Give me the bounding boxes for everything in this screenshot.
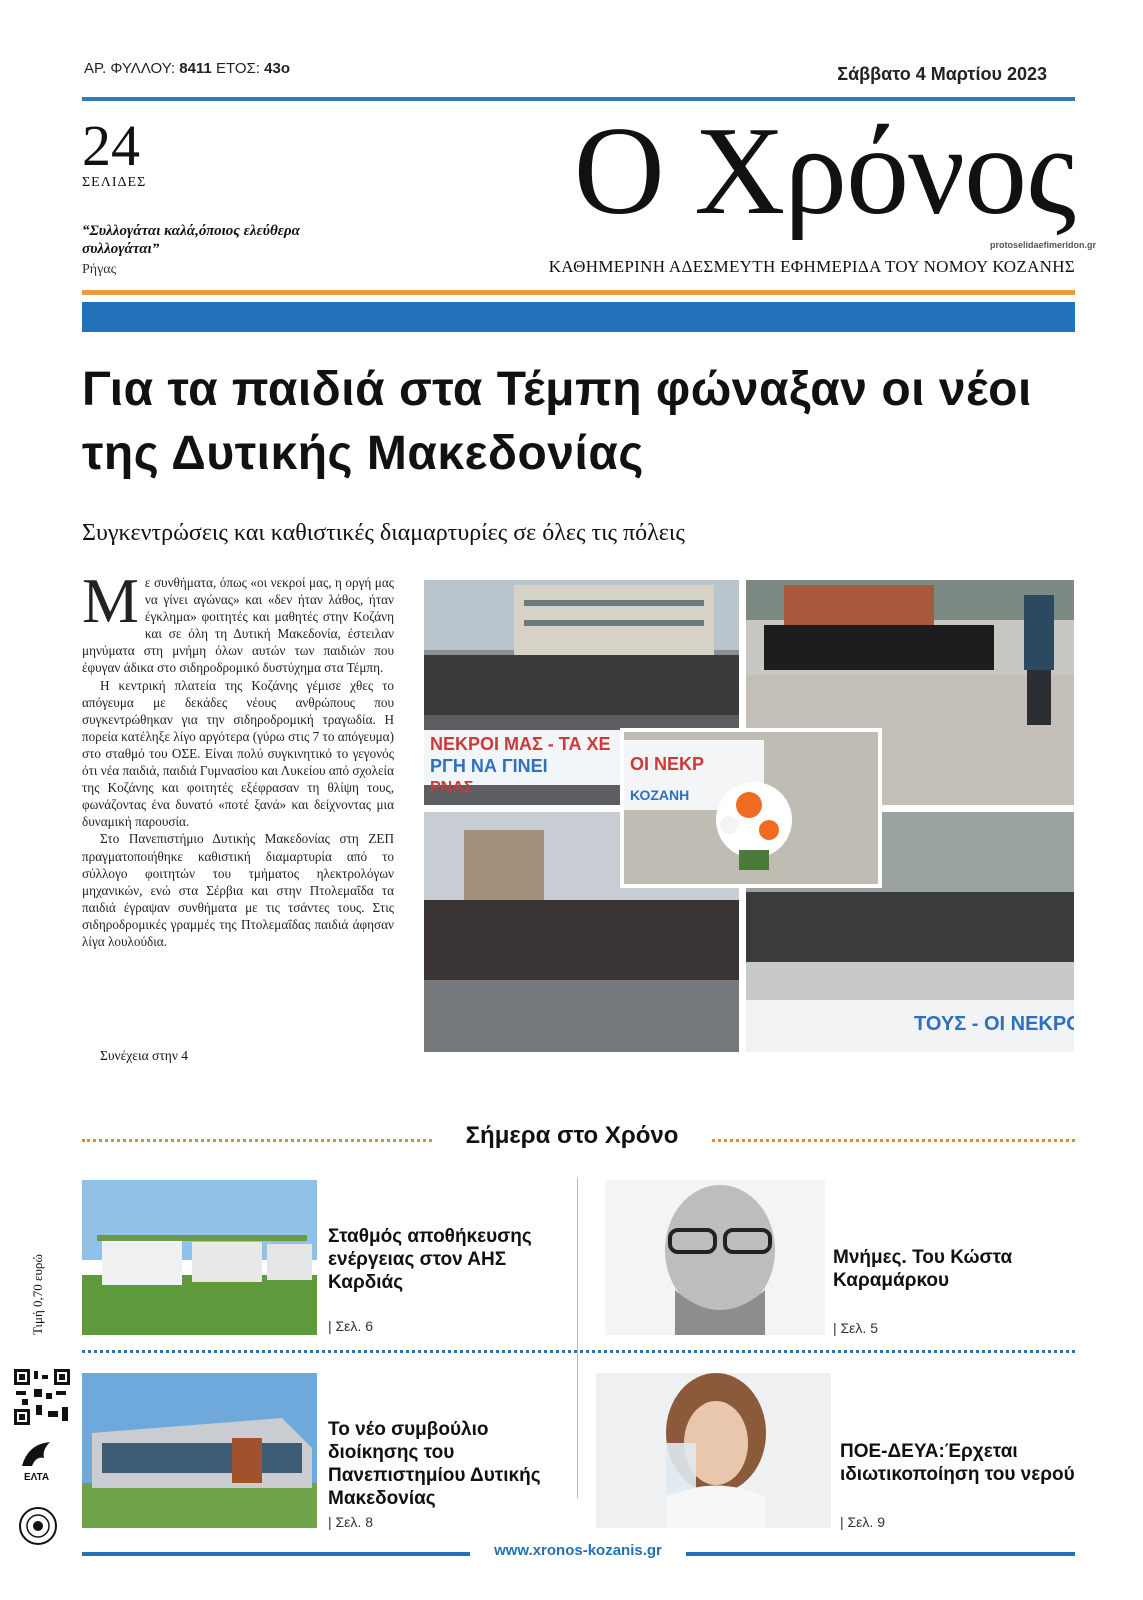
teaser-2-page: | Σελ. 5: [833, 1320, 878, 1336]
issue-date: Σάββατο 4 Μαρτίου 2023: [837, 64, 1047, 84]
teaser-2-image[interactable]: [605, 1180, 825, 1335]
masthead-quote: “Συλλογάται καλά,όποιος ελεύθερα συλλογάται”: [82, 223, 300, 257]
elta-bird-icon: [14, 1436, 62, 1484]
woman-drinking-water-image: [596, 1373, 831, 1528]
article-paragraph-2: Η κεντρική πλατεία της Κοζάνης γέμισε χθες το απόγευμα με δεκάδες νέους ανθρώπους που συγκεντρώθηκαν για την σιδηροδρομική τραγωδία. Η πορεία κατέληξε λίγο αργότερα (γύρω στις 7 το απόγευμα) στο σταθμό του ΟΣΕ. Είναι πολύ συγκινητικό το γεγονός ότι νέα παιδιά, παιδιά Γυμνασίου και Λυκείου από σχολεία της Κοζάνης και φοιτητές εξέφρασαν τη θλίψη τους, φωνάζοντας ένα δυνατό «ποτέ ξανά» και δείχνοντας μια δυναμική παρουσία.: [82, 677, 394, 830]
teaser-1-page: | Σελ. 6: [328, 1318, 373, 1334]
qr-code[interactable]: [12, 1367, 72, 1427]
lead-subhead: Συγκεντρώσεις και καθιστικές διαμαρτυρίες σε όλες τις πόλεις: [82, 520, 685, 546]
teaser-1-image[interactable]: [82, 1180, 317, 1335]
issue-label: ΑΡ. ΦΥΛΛΟΥ:: [84, 60, 176, 77]
banner-text-2b: ΚΟΖΑΝΗ: [630, 787, 690, 803]
teaser-vertical-divider: [577, 1178, 578, 1498]
quote-author: Ρήγας: [82, 262, 117, 277]
photo-flowers-inset: [620, 728, 882, 888]
blue-band: [82, 302, 1075, 332]
teaser-3-page: | Σελ. 8: [328, 1514, 373, 1530]
article-paragraph-1: Με συνθήματα, όπως «οι νεκροί μας, η οργή μας να γίνει αγώνας» και «δεν ήταν λάθος, ήταν έγκλημα» φοιτητές και μαθητές στην Κοζάνη και σε όλη τη Δυτική Μακεδονία, έστειλαν μηνύματα στη μνήμη όλων αυτών των παιδιών που έφυγαν άδικα στο σιδηροδρομικό δυστύχημα στα Τέμπη.: [82, 565, 394, 676]
photo-collage-svg: [424, 580, 1074, 1052]
seal-icon: [18, 1506, 58, 1546]
footer-rule-right: [686, 1552, 1075, 1556]
teaser-3-image[interactable]: [82, 1373, 317, 1528]
teaser-2-title[interactable]: Μνήμες. Του Κώστα Καραμάρκου: [833, 1247, 1013, 1291]
teaser-4-page: | Σελ. 9: [840, 1514, 885, 1530]
article-paragraph-3: Στο Πανεπιστήμιο Δυτικής Μακεδονίας στη ΖΕΠ πραγματοποιήθηκε καθιστική διαμαρτυρία από το σύλλογο φοιτητών του τμήματος ηλεκτρολόγων μηχανικών, ενώ στα Σέρβια και στην Πτολεμαΐδα τα παιδιά έγραψαν συνθήματα με τις τσάντες τους. Στις σιδηροδρομικές γραμμές της Πτολεμαΐδας παιδιά άφησαν λίγα λουλούδια.: [82, 831, 394, 949]
teaser-horizontal-divider: [82, 1350, 1075, 1353]
continued-link[interactable]: Συνέχεια στην 4: [100, 1048, 189, 1063]
website-url[interactable]: www.xronos-kozanis.gr: [494, 1542, 662, 1559]
banner-text-1b: ΡΓΗ ΝΑ ΓΙΝΕΙ: [430, 756, 548, 776]
pages-label: ΣΕΛΙΔΕΣ: [82, 175, 147, 190]
teaser-1-title[interactable]: Σταθμός αποθήκευσης ενέργειας στον ΑΗΣ Καρδιάς: [328, 1226, 532, 1293]
teaser-3-title[interactable]: Το νέο συμβούλιο διοίκησης του Πανεπιστημίου Δυτικής Μακεδονίας: [328, 1419, 541, 1509]
lead-headline[interactable]: Για τα παιδιά στα Τέμπη φώναξαν οι νέοι της Δυτικής Μακεδονίας: [82, 363, 1032, 480]
newspaper-tagline: ΚΑΘΗΜΕΡΙΝΗ ΑΔΕΣΜΕΥΤΗ ΕΦΗΜΕΡΙΔΑ ΤΟΥ ΝΟΜΟΥ ΚΟΖΑΝΗΣ: [548, 257, 1075, 276]
author-portrait-image: [605, 1180, 825, 1335]
elta-text: ΕΛΤΑ: [24, 1472, 50, 1483]
top-rule: [82, 97, 1075, 101]
year-label: ΕΤΟΣ:: [215, 60, 260, 77]
section-strip: [82, 1122, 1075, 1150]
university-building-image: [82, 1373, 317, 1528]
elta-logo: [14, 1436, 62, 1484]
section-title: Σήμερα στο Χρόνο: [442, 1122, 702, 1150]
newspaper-title: Ο Χρόνος: [573, 102, 1075, 241]
footer-rule-left: [82, 1552, 470, 1556]
strip-dots-left: [82, 1139, 432, 1142]
teaser-4-title[interactable]: ΠΟΕ-ΔΕΥΑ:Έρχεται ιδιωτικοποίηση του νερού: [840, 1441, 1075, 1485]
banner-text-1: ΝΕΚΡΟΙ ΜΑΣ - ΤΑ ΧΕ: [430, 734, 611, 754]
orange-rule: [82, 290, 1075, 295]
issue-number: 8411: [179, 60, 212, 77]
pages-count: 24: [82, 113, 140, 178]
lead-article: [82, 565, 394, 950]
seal-logo: [18, 1506, 58, 1546]
energy-storage-image: [82, 1180, 317, 1335]
teaser-4-image[interactable]: [596, 1373, 831, 1528]
strip-dots-right: [712, 1139, 1075, 1142]
price-label: Τιμή 0,70 ευρώ: [30, 1254, 45, 1335]
protest-photo-collage[interactable]: [424, 580, 1074, 1052]
banner-text-1c: ΡΝΑΣ: [430, 779, 474, 796]
watermark: protoselidaefimeridon.gr: [990, 240, 1097, 250]
banner-text-3: ΤΟΥΣ - ΟΙ ΝΕΚΡΟΙ: [914, 1013, 1074, 1035]
issue-info: [84, 60, 290, 77]
qr-code-icon: [12, 1367, 72, 1427]
banner-text-2: ΟΙ ΝΕΚΡ: [630, 754, 705, 774]
year-number: 43ο: [264, 60, 290, 77]
dropcap: Μ: [82, 565, 139, 636]
